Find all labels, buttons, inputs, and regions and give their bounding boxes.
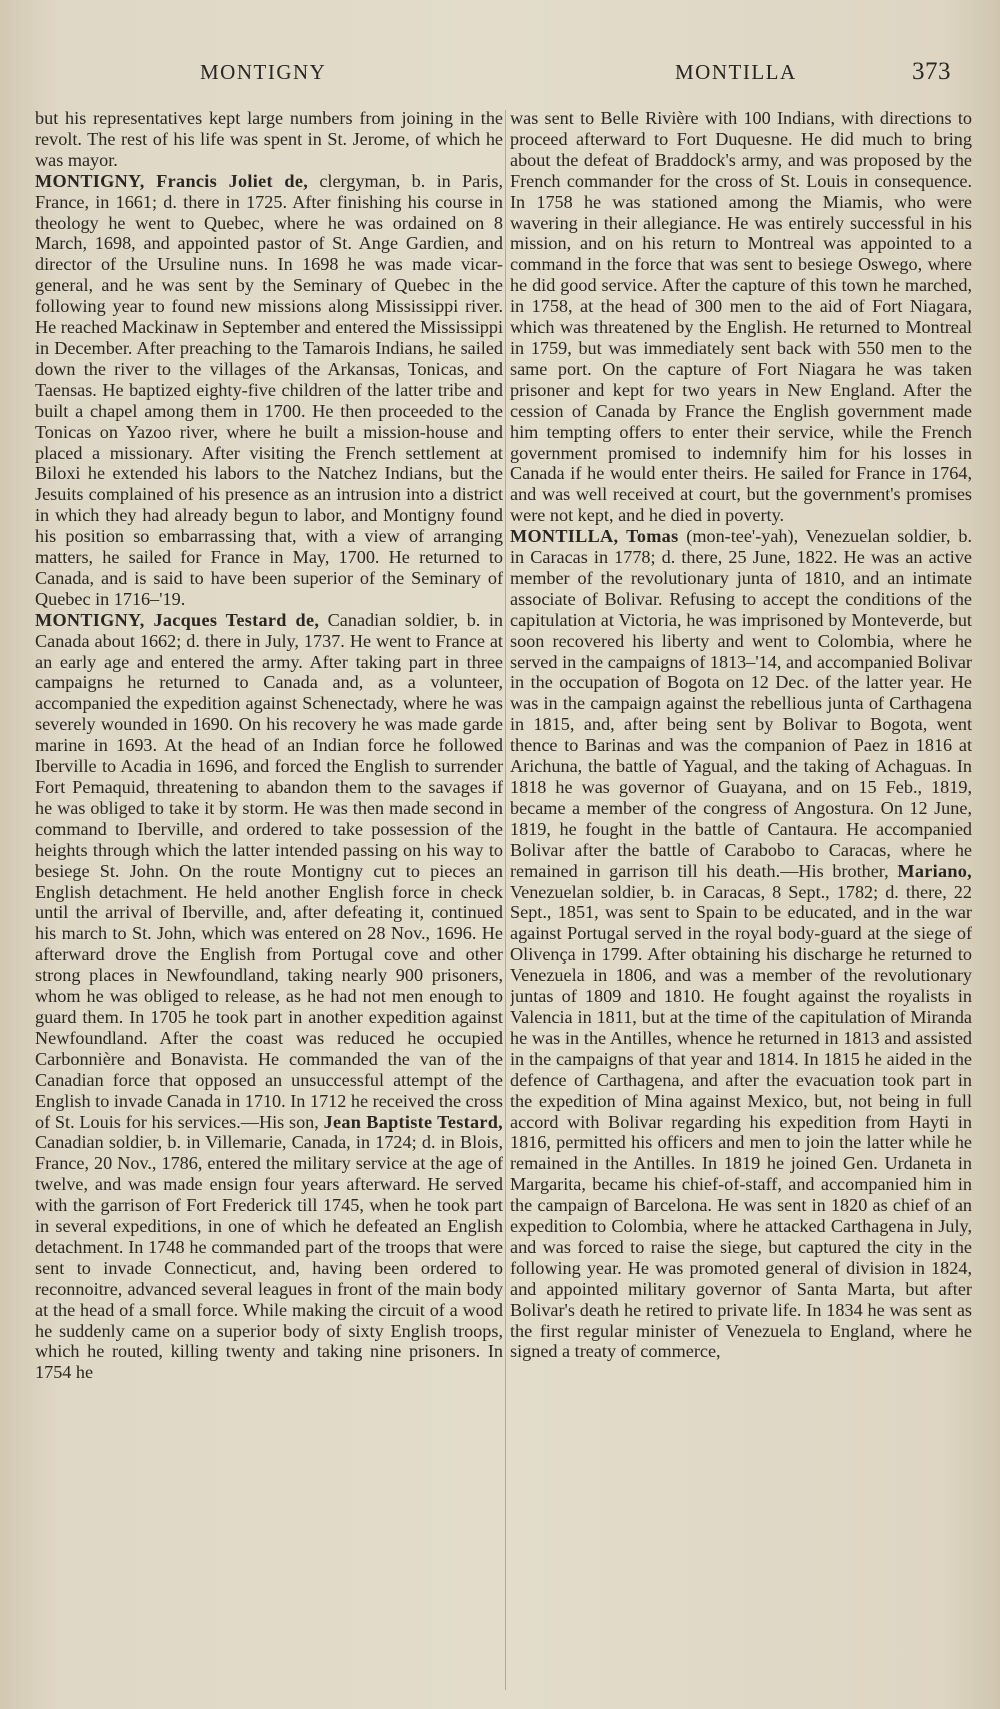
- entry-headword: MONTILLA, Tomas: [510, 526, 679, 547]
- entry-montigny-francis: [35, 171, 503, 610]
- column-divider: [505, 110, 506, 1690]
- entry-headword: MONTIGNY, Francis Joliet de,: [35, 170, 309, 191]
- entry-montilla-tomas: [510, 526, 972, 1362]
- sub-entry-headword: Mariano,: [897, 860, 972, 881]
- continued-paragraph: but his representatives kept large numbers from joining in the revolt. The rest of his life was spent in St. Jerome, of which he was mayor.: [35, 108, 503, 170]
- running-header: [0, 60, 1000, 94]
- entry-body: Canadian soldier, b. in Canada about 1662; d. there in July, 1737. He went to France at an early age and entered the army. After taking part in three campaigns he returned to Canada and, as a volunteer, accompanied the expedition against Schenectady, where he was severely wounded in 1690. On his recovery he was made garde marine in 1693. At the head of an Indian force he followed Iberville to Acadia in 1696, and forced the English to surrender Fort Pemaquid, threatening to abandon them to the savages if he was obliged to take it by storm. He was then made second in command to Iberville, and ordered to take possession of the heights through which the latter intended passing on his way to besiege St. John. On the route Montigny cut to pieces an English detachment. He held another English force in check until the arrival of Iberville, and, after defeating it, continued his march to St. John, which was entered on 28 Nov., 1696. He afterward drove the English from Portugal cove and other strong places in Newfoundland, taking nearly 900 prisoners, whom he was obliged to release, as he had not men enough to guard them. In 1705 he took part in another expedition against Newfoundland. After the coast was reduced he occupied Carbonnière and Bonavista. He commanded the van of the Canadian force that opposed an unsuccessful attempt of the English to invade Canada in 1710. In 1712 he received the cross of St. Louis for his services.—His son,: [35, 609, 503, 1132]
- entry-montigny-jacques: [35, 610, 503, 1384]
- entry-body: clergyman, b. in Paris, France, in 1661; d. there in 1725. After finishing his course in theology he went to Quebec, where he was ordained on 8 March, 1698, and appointed pastor of St. Ange Gardien, and director of the Ursuline nuns. In 1698 he was made vicar-general, and he was sent by the Seminary of Quebec in the following year to found new missions along Mississippi river. He reached Mackinaw in September and entered the Mississippi in December. After preaching to the Tamarois Indians, he sailed down the river to the villages of the Arkansas, Tonicas, and Taensas. He baptized eighty-five children of the latter tribe and built a chapel among them in 1700. He then proceeded to the Tonicas on Yazoo river, where he built a mission-house and placed a missionary. After visiting the French settlement at Biloxi he extended his labors to the Natchez Indians, but the Jesuits complained of his presence as an intrusion into a district in which they had already begun to labor, and Montigny found his position so embarrassing that, with a view of arranging matters, he sailed for France in May, 1700. He returned to Canada, and is said to have been superior of the Seminary of Quebec in 1716–'19.: [35, 170, 503, 609]
- sub-entry-body: Canadian soldier, b. in Villemarie, Canada, in 1724; d. in Blois, France, 20 Nov., 1786, entered the military service at the age of twelve, and was made ensign four years afterward. He served with the garrison of Fort Frederick till 1745, when he took part in several expeditions, in one of which he defeated an English detachment. In 1748 he commanded part of the troops that were sent to invade Connecticut, and, having been ordered to reconnoitre, advanced several leagues in front of the main body at the head of a small force. While making the circuit of a wood he suddenly came on a superior body of sixty English troops, which he routed, killing twenty and taking nine prisoners. In 1754 he: [35, 1132, 503, 1383]
- right-column: [510, 108, 972, 1693]
- header-right-guide-word: MONTILLA: [675, 60, 797, 84]
- header-left-guide-word: MONTIGNY: [200, 60, 327, 84]
- sub-entry-headword: Jean Baptiste Testard,: [323, 1111, 503, 1132]
- continued-paragraph: was sent to Belle Rivière with 100 Indians, with directions to proceed afterward to Fort Duquesne. He did much to bring about the defeat of Braddock's army, and was proposed by the French commander for the cross of St. Louis in consequence. In 1758 he was stationed among the Miamis, who were wavering in their allegiance. He was entirely successful in his mission, and on his return to Montreal was appointed to a command in the force that was sent to besiege Oswego, where he did good service. After the capture of this town he marched, in 1758, at the head of 300 men to the aid of Fort Niagara, which was threatened by the English. He returned to Montreal in 1759, but was immediately sent back with 550 men to the same port. On the capture of Fort Niagara he was taken prisoner and kept for two years in New England. After the cession of Canada by France the English government made him tempting offers to enter their service, while the French government promised to indemnify him for his losses in Canada if he would enter theirs. He sailed for France in 1764, and was well received at court, but the government's promises were not kept, and he died in poverty.: [510, 108, 972, 526]
- entry-body: (mon-tee'-yah), Venezuelan soldier, b. in Caracas in 1778; d. there, 25 June, 1822. He was an active member of the revolutionary junta of 1810, and an intimate associate of Bolivar. Refusing to accept the conditions of the capitulation at Victoria, he was imprisoned by Monteverde, but soon recovered his liberty and went to Colombia, where he served in the campaigns of 1813–'14, and accompanied Bolivar in the occupation of Bogota on 12 Dec. of the latter year. He was in the campaign against the rebellious junta of Carthagena in 1815, and, after being sent by Bolivar to Bogota, went thence to Barinas and was the companion of Paez in 1816 at Arichuna, the battle of Yagual, and the taking of Achaguas. In 1818 he was governor of Guayana, and on 15 Feb., 1819, became a member of the congress of Angostura. On 12 June, 1819, he fought in the battle of Cantaura. He accompanied Bolivar after the battle of Carabobo to Caracas, where he remained in garrison till his death.—His brother,: [510, 526, 972, 881]
- sub-entry-body: Venezuelan soldier, b. in Caracas, 8 Sept., 1782; d. there, 22 Sept., 1851, was sent to Spain to be educated, and in the war against Portugal served in the royal body-guard at the siege of Olivença in 1799. After obtaining his discharge he returned to Venezuela in 1806, and was a member of the revolutionary juntas of 1809 and 1810. He fought against the royalists in Valencia in 1811, but at the time of the capitulation of Miranda he was in the Antilles, whence he returned in 1813 and assisted in the campaigns of that year and 1814. In 1815 he aided in the defence of Carthagena, and after the evacuation took part in the expedition of Mina against Mexico, but, not being in full accord with Bolivar regarding his expedition from Hayti in 1816, permitted his officers and men to join the latter while he remained in the Antilles. In 1819 he joined Gen. Urdaneta in Margarita, became his chief-of-staff, and accompanied him in the campaign of Barcelona. He was sent in 1820 as chief of an expedition to Colombia, where he attacked Carthagena in July, and was forced to raise the siege, but captured the city in the following year. He was promoted general of division in 1824, and appointed military governor of Santa Marta, but after Bolivar's death he retired to private life. In 1834 he was sent as the first regular minister of Venezuela to England, where he signed a treaty of commerce,: [510, 881, 972, 1362]
- left-column: [35, 108, 503, 1693]
- entry-headword: MONTIGNY, Jacques Testard de,: [35, 609, 320, 630]
- page-number: 373: [912, 58, 951, 85]
